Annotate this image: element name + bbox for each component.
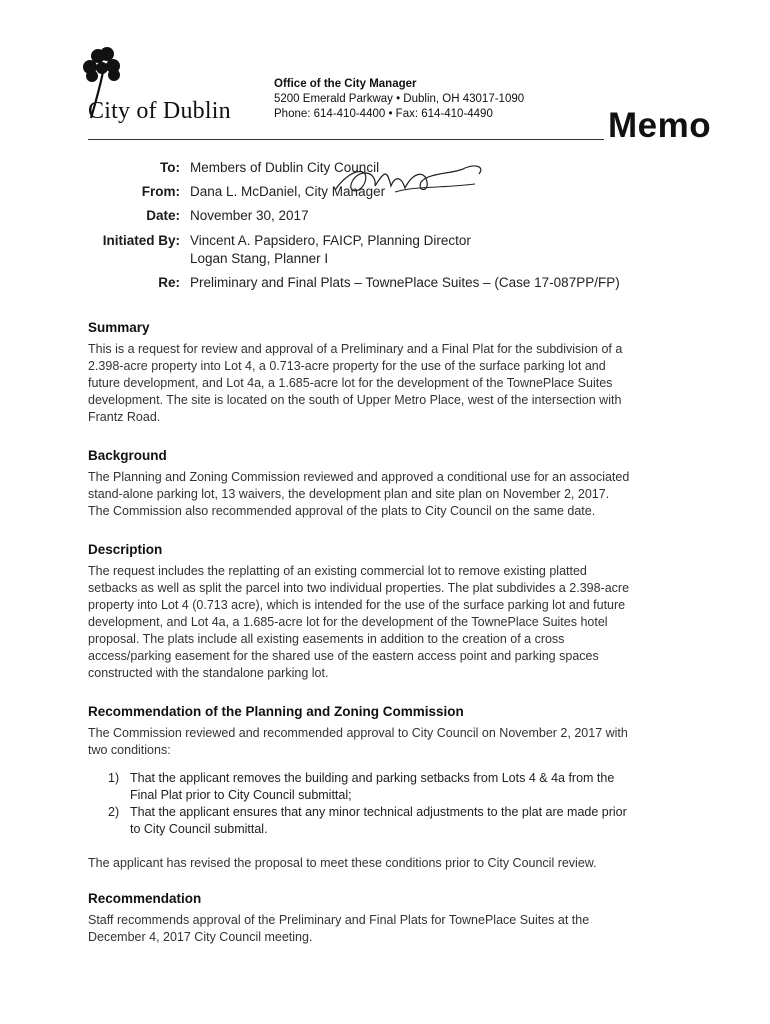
- description-line: constructed with the standalone parking lot.: [88, 666, 329, 680]
- pzc-closing-text: The applicant has revised the proposal to meet these conditions prior to City Council review.: [88, 856, 597, 870]
- office-phone-fax: Phone: 614-410-4400 • Fax: 614-410-4490: [274, 108, 493, 120]
- from-value: Dana L. McDaniel, City Manager: [190, 184, 386, 199]
- memo-title: Memo: [608, 106, 712, 145]
- office-block: [274, 77, 524, 122]
- background-heading: Background: [88, 448, 167, 463]
- summary-line: This is a request for review and approval of a Preliminary and a Final Plat for the subdivision of a: [88, 342, 623, 356]
- condition-number: 1): [108, 771, 120, 785]
- description-heading: Description: [88, 542, 163, 557]
- description-line: access/parking easement for the shared use of the eastern access point and parking spaces: [88, 649, 599, 663]
- background-line: The Commission also recommended approval of the plats to City Council on the same date.: [88, 504, 596, 518]
- initiated-value-2: Logan Stang, Planner I: [190, 251, 329, 266]
- to-value: Members of Dublin City Council: [190, 160, 380, 175]
- recommendation-heading: Recommendation: [88, 891, 202, 906]
- condition-line: That the applicant ensures that any minor technical adjustments to the plat are made prior: [130, 805, 627, 819]
- summary-line: Frantz Road.: [88, 410, 161, 424]
- description-line: proposal. The plats include all existing easements in addition to the creation of a cross: [88, 632, 565, 646]
- date-value: November 30, 2017: [190, 208, 309, 223]
- to-label: To:: [160, 160, 180, 175]
- summary-line: 2.398-acre property into Lot 4, a 0.713-acre property for the use of the surface parking lot and: [88, 359, 606, 373]
- background-line: The Planning and Zoning Commission reviewed and approved a conditional use for an associated: [88, 470, 630, 484]
- initiated-value-1: Vincent A. Papsidero, FAICP, Planning Director: [190, 233, 471, 248]
- condition-line: Final Plat prior to City Council submittal;: [130, 788, 352, 802]
- office-address: 5200 Emerald Parkway • Dublin, OH 43017-1090: [274, 93, 525, 105]
- initiated-row-2: [88, 251, 770, 269]
- initiated-row: [88, 233, 770, 251]
- header-rule: [88, 139, 604, 140]
- condition-number: 2): [108, 805, 120, 819]
- description-line: The request includes the replatting of an existing commercial lot to remove existing platted: [88, 564, 587, 578]
- initiated-label: Initiated By:: [102, 233, 180, 248]
- date-label: Date:: [146, 208, 180, 223]
- city-logo: [78, 46, 278, 130]
- re-label: Re:: [158, 275, 180, 290]
- summary-line: development. The site is located on the south of Upper Metro Place, west of the intersection with: [88, 393, 622, 407]
- pzc-heading: Recommendation of the Planning and Zoning Commission: [88, 704, 464, 719]
- city-name: City of Dublin: [88, 98, 231, 124]
- pzc-closing: [88, 855, 698, 872]
- background-section: [88, 448, 698, 520]
- description-section: [88, 542, 698, 682]
- re-value: Preliminary and Final Plats – TownePlace Suites – (Case 17-087PP/FP): [190, 275, 620, 290]
- description-line: property into Lot 4 (0.713 acre), which is intended for the use of the surface parking lot and future: [88, 598, 626, 612]
- summary-section: [88, 320, 698, 426]
- pzc-line: The Commission reviewed and recommended approval to City Council on November 2, 2017 with: [88, 726, 628, 740]
- pzc-line: two conditions:: [88, 743, 171, 757]
- description-line: development, and Lot 4a, a 1.685-acre lot for the development of the TownePlace Suites hotel: [88, 615, 608, 629]
- condition-line: to City Council submittal.: [130, 822, 268, 836]
- summary-heading: Summary: [88, 320, 150, 335]
- date-row: [88, 208, 770, 226]
- recommendation-line: December 4, 2017 City Council meeting.: [88, 930, 313, 944]
- summary-line: future development, and Lot 4a, a 1.685-acre lot for the development of the TownePlace Suites: [88, 376, 613, 390]
- background-line: stand-alone parking lot, 13 waivers, the development plan and site plan on November 2, 2017.: [88, 487, 610, 501]
- signature-icon: [325, 158, 495, 203]
- recommendation-line: Staff recommends approval of the Preliminary and Final Plats for TownePlace Suites at the: [88, 913, 590, 927]
- description-line: setbacks as well as split the parcel into two individual properties. The plat subdivides a 2.398-acre: [88, 581, 630, 595]
- recommendation-section: [88, 891, 698, 946]
- pzc-section: [88, 704, 698, 759]
- condition-line: That the applicant removes the building and parking setbacks from Lots 4 & 4a from the: [130, 771, 615, 785]
- office-title: Office of the City Manager: [274, 78, 417, 90]
- from-label: From:: [141, 184, 180, 199]
- re-row: [88, 275, 770, 293]
